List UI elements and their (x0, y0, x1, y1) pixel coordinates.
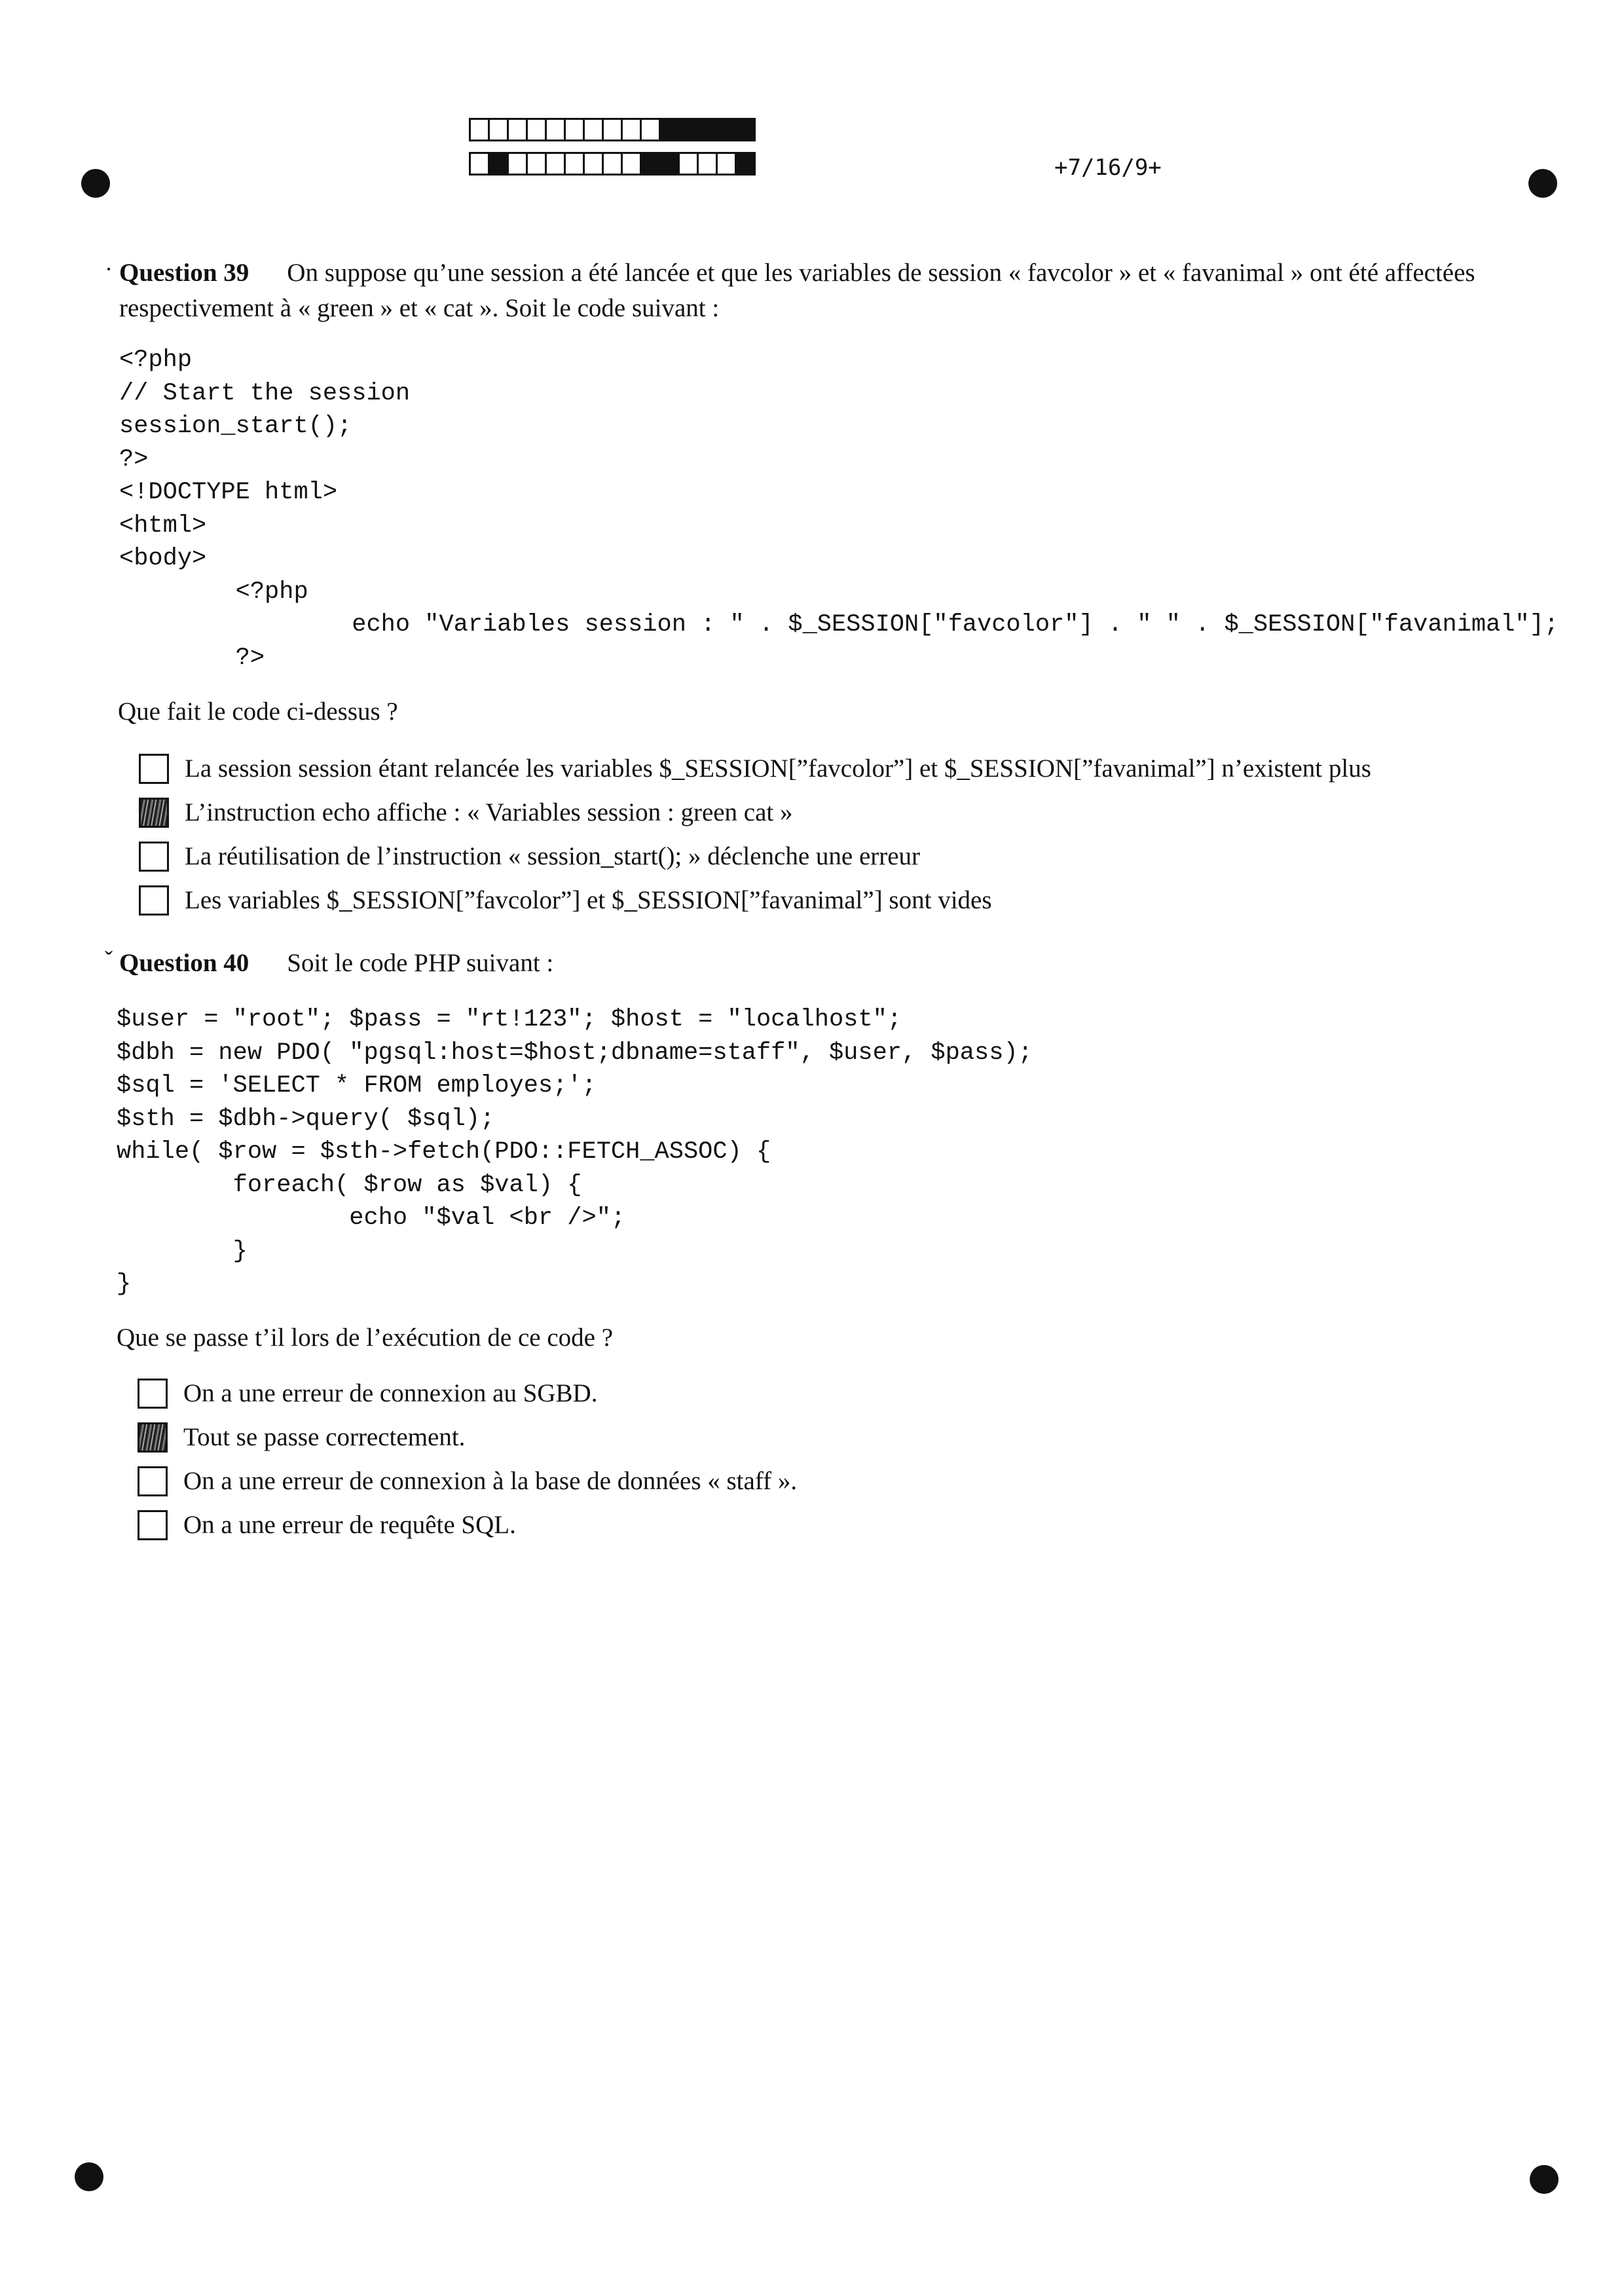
code-box (659, 152, 680, 176)
answer-checkbox[interactable] (138, 1422, 168, 1453)
code-box (488, 118, 509, 141)
page-code-boxes-row-2 (469, 152, 754, 176)
code-box (469, 152, 490, 176)
code-box (583, 152, 604, 176)
answer-checkbox[interactable] (139, 754, 169, 784)
question-39-header (105, 255, 1527, 326)
code-box (564, 152, 585, 176)
code-box (735, 152, 756, 176)
question-40-number: Question 40 (119, 949, 249, 977)
question-39-tick: · (105, 256, 113, 282)
answer-label: On a une erreur de connexion au SGBD. (183, 1379, 598, 1407)
question-40-code: $user = "root"; $pass = "rt!123"; $host = "localhost"; $dbh = new PDO( "pgsql:host=$host;dbname=staff", $user, $pass); $sql = 'SELECT * FROM employes;'; $sth = $dbh->query( $sql); while( $row = $sth->fetch(PDO::FETCH_ASSOC) { foreach( $row as $val) { echo "$val <br />"; } } (117, 1006, 1033, 1298)
code-box (488, 152, 509, 176)
code-box (621, 118, 642, 141)
question-40-answers (138, 1371, 797, 1547)
question-39-code: <?php // Start the session session_start(); ?> <!DOCTYPE html> <html> <body> <?php echo "Variables session : " . $_SESSION["favcolor"] . " " . $_SESSION["favanimal"]; ?> (119, 346, 1559, 672)
answer-label: On a une erreur de requête SQL. (183, 1511, 516, 1539)
corner-mark-top-right (1528, 169, 1557, 198)
code-box (659, 118, 680, 141)
question-39-answers (139, 747, 1371, 922)
answer-label: L’instruction echo affiche : « Variables session : green cat » (185, 798, 793, 826)
answer-checkbox[interactable] (139, 842, 169, 872)
question-40-statement: Soit le code PHP suivant : (287, 949, 554, 977)
code-box (602, 152, 623, 176)
question-40-header (105, 946, 1527, 981)
code-box (545, 152, 566, 176)
page-code-boxes-row-1 (469, 118, 754, 141)
answer-checkbox[interactable] (138, 1379, 168, 1409)
answer-label: La réutilisation de l’instruction « session_start(); » déclenche une erreur (185, 842, 921, 870)
code-box (602, 118, 623, 141)
question-40-tick: ˇ (105, 946, 113, 972)
code-box (526, 118, 547, 141)
answer-label: Tout se passe correctement. (183, 1423, 466, 1451)
code-box (697, 118, 718, 141)
answer-checkbox[interactable] (139, 798, 169, 828)
question-40-prompt: Que se passe t’il lors de l’exécution de ce code ? (117, 1324, 614, 1352)
page-identifier: +7/16/9+ (1054, 155, 1162, 181)
answer-option (139, 747, 1371, 790)
answer-option (139, 878, 1371, 922)
answer-checkbox[interactable] (138, 1510, 168, 1540)
question-39-number: Question 39 (119, 259, 249, 287)
answer-checkbox[interactable] (139, 885, 169, 916)
code-box (697, 152, 718, 176)
question-39-statement: On suppose qu’une session a été lancée et que les variables de session « favcolor » et « favanimal » ont été affectées respectivement à « green » et « cat ». Soit le code suivant : (119, 259, 1475, 322)
answer-label: La session session étant relancée les variables $_SESSION[”favcolor”] et $_SESSION[”favanimal”] n’existent plus (185, 754, 1371, 783)
code-box (583, 118, 604, 141)
answer-option (139, 834, 1371, 878)
answer-label: Les variables $_SESSION[”favcolor”] et $_SESSION[”favanimal”] sont vides (185, 886, 992, 914)
code-box (545, 118, 566, 141)
code-box (716, 118, 737, 141)
code-box (640, 118, 661, 141)
answer-option (138, 1503, 797, 1547)
code-box (507, 118, 528, 141)
code-box (564, 118, 585, 141)
corner-mark-bottom-right (1530, 2165, 1559, 2194)
code-box (716, 152, 737, 176)
code-box (678, 152, 699, 176)
answer-option (139, 790, 1371, 834)
question-39-prompt: Que fait le code ci-dessus ? (118, 697, 398, 726)
code-box (526, 152, 547, 176)
code-box (640, 152, 661, 176)
answer-checkbox[interactable] (138, 1466, 168, 1496)
code-box (735, 118, 756, 141)
answer-option (138, 1459, 797, 1503)
answer-option (138, 1415, 797, 1459)
code-box (678, 118, 699, 141)
code-box (621, 152, 642, 176)
code-box (507, 152, 528, 176)
answer-label: On a une erreur de connexion à la base de données « staff ». (183, 1467, 798, 1495)
answer-option (138, 1371, 797, 1415)
corner-mark-top-left (81, 169, 110, 198)
code-box (469, 118, 490, 141)
corner-mark-bottom-left (75, 2162, 103, 2191)
